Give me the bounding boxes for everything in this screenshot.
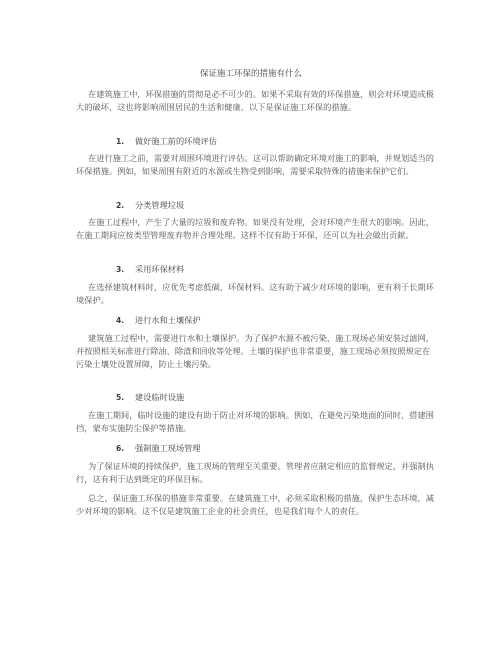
conclusion-paragraph: 总之，保证施工环保的措施非常重要。在建筑施工中，必须采取积极的措施，保护生态环境，减少对环境的影响。这不仅是建筑施工企业的社会责任，也是我们每个人的责任。 <box>76 493 434 517</box>
section-body-6: 为了保证环境的持续保护，施工现场的管理至关重要。管理者应制定相应的监督规定，并强制执行，这有利于达到既定的环保目标。 <box>76 461 434 485</box>
section-heading-text: 强制施工现场管理 <box>135 443 201 453</box>
section-number: 6. <box>116 444 125 453</box>
section-body-3: 在选择建筑材料时，应优先考虑低碳、环保材料。这有助于减少对环境的影响，更有利于长期环境保护。 <box>76 282 434 306</box>
section-heading-text: 采用环保材料 <box>135 264 185 274</box>
section-heading-3 <box>116 263 184 276</box>
section-heading-text: 做好施工前的环境评估 <box>135 136 217 146</box>
section-heading-text: 进行水和土壤保护 <box>135 315 201 325</box>
section-heading-6 <box>116 442 201 455</box>
section-heading-2 <box>116 199 184 212</box>
section-body-2: 在施工过程中，产生了大量的垃圾和废弃物。如果没有处理，会对环境产生很大的影响。因此，在施工期间应按类型管理废弃物并合理处理。这样不仅有助于环保，还可以为社会做出贡献。 <box>76 217 434 241</box>
section-heading-text: 建设临时设施 <box>135 392 185 402</box>
section-body-4: 建筑施工过程中，需要进行水和土壤保护。为了保护水源不被污染，施工现场必须安装过滤网，并按照相关标准进行除油、除渣和回收等处理。土壤的保护也非常重要，施工现场必须按照规定在污染土壤处设置屏障，防止土壤污染。 <box>76 333 434 370</box>
section-heading-4 <box>116 314 201 327</box>
section-number: 1. <box>116 137 125 146</box>
section-body-1: 在进行施工之前，需要对周围环境进行评估。这可以帮助确定环境对施工的影响，并规划适当的环保措施。例如，如果周围有附近的水源或生物受到影响，需要采取特殊的措施来保护它们。 <box>76 153 434 177</box>
section-heading-5 <box>116 391 184 404</box>
intro-paragraph: 在建筑施工中，环保措施的贯彻是必不可少的。如果不采取有效的环保措施，则会对环境造成极大的破坏，这也将影响周围居民的生活和健康。以下是保证施工环保的措施。 <box>76 89 434 113</box>
section-heading-text: 分类管理垃圾 <box>135 200 185 210</box>
section-heading-1 <box>116 135 217 148</box>
document-title: 保证施工环保的措施有什么 <box>199 69 302 79</box>
section-body-5: 在施工期间，临时设施的建设有助于防止对环境的影响。例如，在避免污染地面的同时，搭建围挡，蒙布实施防尘保护等措施。 <box>76 410 434 434</box>
section-number: 3. <box>116 265 125 274</box>
section-number: 5. <box>116 393 125 402</box>
section-number: 4. <box>116 316 125 325</box>
section-number: 2. <box>116 201 125 210</box>
